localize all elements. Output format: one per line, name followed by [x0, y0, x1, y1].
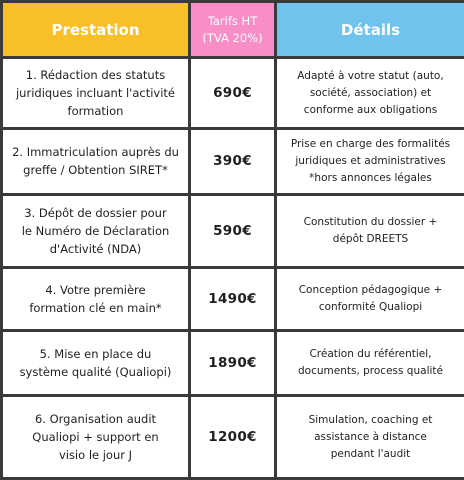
prestation-text-line: Qualiopi + support en	[32, 430, 159, 445]
price-cell: 1200€	[190, 396, 276, 479]
details-text-line: Création du référentiel,	[309, 348, 432, 361]
header-tarifs	[190, 2, 276, 58]
prestation-cell	[2, 194, 190, 267]
prestation-cell	[2, 129, 190, 194]
table-row	[2, 194, 464, 267]
prestation-cell	[2, 58, 190, 129]
details-text-line: *hors annonces légales	[309, 171, 432, 184]
table-row	[2, 58, 464, 129]
prestation-text-line: greffe / Obtention SIRET*	[23, 163, 168, 178]
details-cell	[276, 194, 464, 267]
prestation-text-line: juridiques incluant l'activité	[15, 86, 176, 101]
details-text-line: documents, process qualité	[298, 365, 443, 378]
details-cell	[276, 396, 464, 479]
details-cell	[276, 58, 464, 129]
prestation-cell	[2, 267, 190, 330]
prestation-cell	[2, 396, 190, 479]
table-row	[2, 129, 464, 194]
prestation-text-line: 2. Immatriculation auprès du	[12, 145, 179, 160]
header-tarifs-line2: (TVA 20%)	[202, 30, 263, 45]
header-details: Détails	[276, 2, 464, 58]
table-body	[2, 58, 464, 479]
details-text-line: Prise en charge des formalités	[290, 137, 451, 150]
table-row	[2, 267, 464, 330]
table-row	[2, 396, 464, 479]
prestation-text-line: formation clé en main*	[29, 301, 162, 315]
details-text-line: Conception pédagogique +	[298, 284, 443, 296]
prestation-text-line: d'Activité (NDA)	[49, 241, 142, 256]
details-text-line: dépôt DREETS	[332, 232, 409, 245]
details-text-line: juridiques et administratives	[295, 154, 446, 167]
details-text-line: Simulation, coaching et	[308, 413, 433, 426]
prestation-text-line: 6. Organisation audit	[34, 412, 157, 427]
details-text-line: assistance à distance	[314, 430, 427, 443]
prestation-cell	[2, 331, 190, 396]
details-text-line: Constitution du dossier +	[303, 215, 438, 228]
prestation-text-line: 1. Rédaction des statuts	[25, 68, 166, 83]
prestation-text-line: 5. Mise en place du	[39, 347, 152, 362]
price-cell: 590€	[190, 194, 276, 267]
details-cell	[276, 267, 464, 330]
price-cell: 1490€	[190, 267, 276, 330]
header-row	[2, 2, 464, 58]
header-tarifs-line1: Tarifs HT	[207, 13, 258, 28]
price-cell: 690€	[190, 58, 276, 129]
prestation-text-line: 4. Votre première	[45, 283, 146, 297]
prestation-text-line: 3. Dépôt de dossier pour	[24, 205, 167, 220]
table-row	[2, 331, 464, 396]
details-text-line: Adapté à votre statut (auto,	[297, 69, 444, 82]
details-cell	[276, 129, 464, 194]
details-text-line: conformité Qualiopi	[318, 301, 423, 313]
details-text-line: pendant l'audit	[330, 447, 411, 460]
details-cell	[276, 331, 464, 396]
prestation-text-line: formation	[67, 104, 124, 119]
prestation-text-line: système qualité (Qualiopi)	[19, 365, 172, 380]
header-prestation: Prestation	[2, 2, 190, 58]
prestation-text-line: le Numéro de Déclaration	[21, 223, 170, 238]
price-cell: 1890€	[190, 331, 276, 396]
prestation-text-line: visio le jour J	[58, 448, 133, 463]
price-cell: 390€	[190, 129, 276, 194]
details-text-line: conforme aux obligations	[303, 103, 438, 116]
details-text-line: société, association) et	[309, 86, 432, 99]
